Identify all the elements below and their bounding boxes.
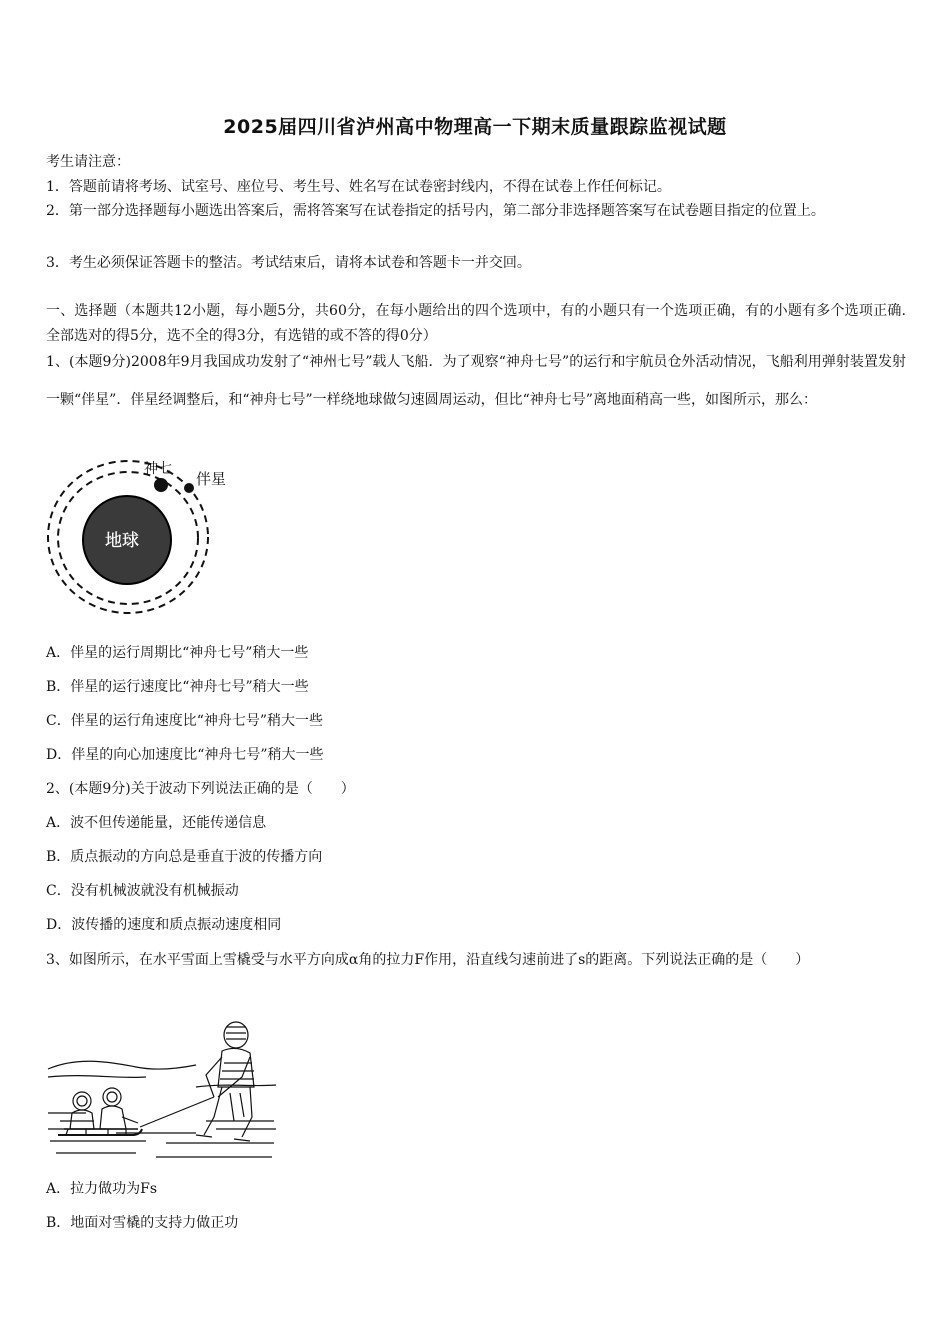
earth-label: 地球 <box>105 531 139 551</box>
q2-option-c: C．没有机械波就没有机械振动 <box>46 883 239 899</box>
notice-item-2: 2．第一部分选择题每小题选出答案后，需将答案写在试卷指定的括号内，第二部分非选择题答案写在试卷题目指定的位置上。 <box>46 203 825 219</box>
notice-heading: 考生请注意： <box>46 154 130 170</box>
notice-item-1: 1．答题前请将考场、试室号、座位号、考生号、姓名写在试卷密封线内，不得在试卷上作任何标记。 <box>46 179 671 195</box>
question-2-stem: 2、(本题9分)关于波动下列说法正确的是（ ） <box>46 781 355 797</box>
sled-figure <box>46 1017 278 1165</box>
ship-label: 神七 <box>144 461 172 477</box>
satellite-dot <box>184 483 194 493</box>
section-heading: 一、选择题（本题共12小题，每小题5分，共60分，在每小题给出的四个选项中，有的小题只有一个选项正确，有的小题有多个选项正确.全部选对的得5分，选不全的得3分，有选错的或不答的得0分） <box>46 303 906 344</box>
q1-option-d: D．伴星的向心加速度比“神舟七号”稍大一些 <box>46 747 324 763</box>
q2-option-b: B．质点振动的方向总是垂直于波的传播方向 <box>46 849 323 865</box>
ship-dot <box>154 478 168 492</box>
question-3-stem: 3、如图所示，在水平雪面上雪橇受与水平方向成α角的拉力F作用，沿直线匀速前进了s的距离。下列说法正确的是（ ） <box>46 952 810 968</box>
q3-option-b: B．地面对雪橇的支持力做正功 <box>46 1215 239 1231</box>
satellite-label: 伴星 <box>196 470 227 488</box>
q2-option-a: A．波不但传递能量，还能传递信息 <box>46 815 267 831</box>
q1-option-a: A．伴星的运行周期比“神舟七号”稍大一些 <box>46 645 309 661</box>
notice-item-3: 3．考生必须保证答题卡的整洁。考试结束后，请将本试卷和答题卡一并交回。 <box>46 255 531 271</box>
q2-option-d: D．波传播的速度和质点振动速度相同 <box>46 917 282 933</box>
question-1-stem: 1、(本题9分)2008年9月我国成功发射了“神州七号”载人飞船．为了观察“神舟七号”的运行和宇航员仓外活动情况，飞船利用弹射装置发射一颗“伴星”．伴星经调整后，和“神舟七号”一样绕地球做匀速圆周运动，但比“神舟七号”离地面稍高一些，如图所示，那么： <box>46 354 906 408</box>
page-title: 2025届四川省泸州高中物理高一下期末质量跟踪监视试题 <box>223 116 727 138</box>
orbit-figure <box>44 455 244 620</box>
q1-option-b: B．伴星的运行速度比“神舟七号”稍大一些 <box>46 679 309 695</box>
q1-option-c: C．伴星的运行角速度比“神舟七号”稍大一些 <box>46 713 324 729</box>
q3-option-a: A．拉力做功为Fs <box>46 1181 158 1197</box>
